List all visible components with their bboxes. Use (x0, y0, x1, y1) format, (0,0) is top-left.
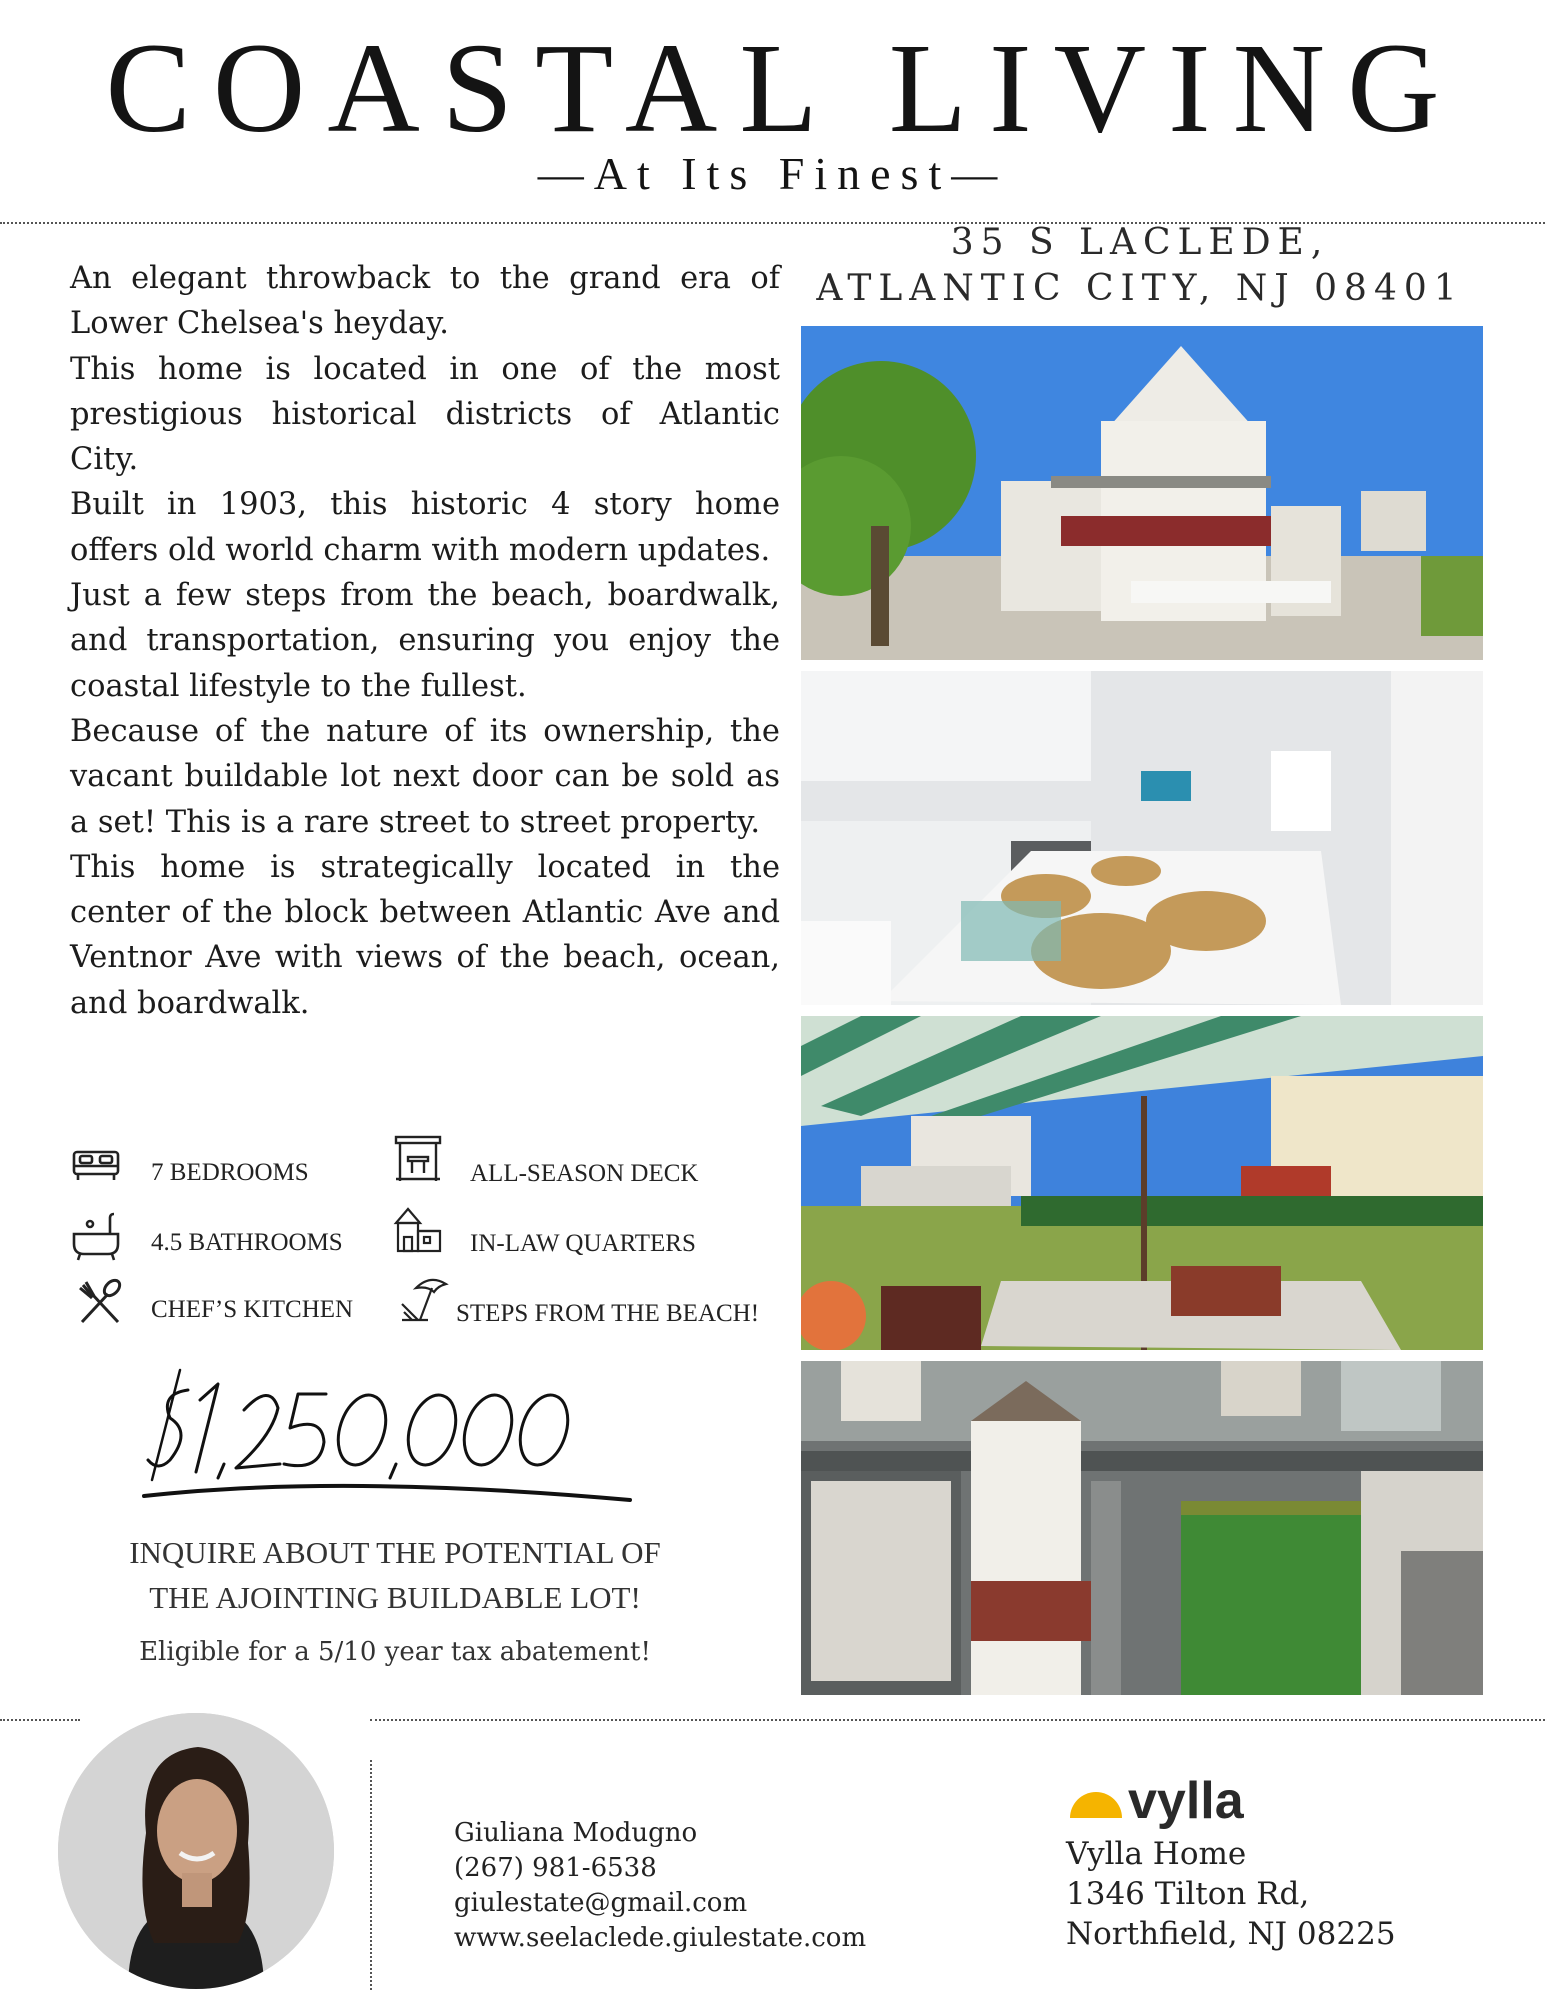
utensils-icon (74, 1276, 126, 1328)
page-title: COASTAL LIVING (105, 17, 1462, 159)
description-paragraph: This home is strategically located in the center of the block between Atlantic Ave and Ventnor Ave with views of the beach, ocean, and boardwalk. (70, 849, 780, 1021)
feature-kitchen: CHEF’S KITCHEN (151, 1296, 354, 1323)
brokerage-name: Vylla Home (1066, 1836, 1247, 1872)
address-line-2: ATLANTIC CITY, NJ 08401 (816, 268, 1464, 309)
footer-divider-right (370, 1719, 1545, 1721)
beach-umbrella-icon (398, 1274, 450, 1326)
tax-abatement-note: Eligible for a 5/10 year tax abatement! (139, 1637, 651, 1667)
footer-divider-left (0, 1719, 80, 1721)
bathtub-icon (70, 1210, 122, 1262)
brokerage-info (1066, 1834, 1486, 1954)
vylla-logo (1070, 1772, 1270, 1832)
description-paragraph: This home is located in one of the most prestigious historical districts of Atlantic City. (70, 351, 780, 478)
feature-in-law: IN-LAW QUARTERS (470, 1230, 696, 1257)
property-description (70, 256, 780, 1026)
brokerage-street: 1346 Tilton Rd, (1066, 1876, 1310, 1912)
address-line-1: 35 S LACLEDE, (950, 222, 1330, 263)
deck-icon (392, 1133, 444, 1185)
inquire-callout (70, 1530, 720, 1620)
inquire-line-1: INQUIRE ABOUT THE POTENTIAL OF (129, 1535, 661, 1570)
logo-sun-icon (1070, 1792, 1122, 1818)
feature-bedrooms: 7 BEDROOMS (151, 1159, 309, 1186)
aerial-photo (801, 1361, 1483, 1695)
agent-avatar (58, 1713, 334, 1989)
agent-website: www.seelaclede.giulestate.com (454, 1923, 867, 1953)
logo-wordmark: vylla (1128, 1772, 1244, 1830)
feature-bathrooms: 4.5 BATHROOMS (151, 1229, 343, 1256)
house-icon (392, 1203, 444, 1255)
description-paragraph: Just a few steps from the beach, boardwalk, and transportation, ensuring you enjoy the coastal lifestyle to the fullest. (70, 578, 780, 704)
description-paragraph: An elegant throwback to the grand era of Lower Chelsea's heyday. (70, 261, 780, 342)
page-subtitle: —At Its Finest— (537, 148, 1008, 199)
property-address (800, 220, 1480, 312)
agent-phone: (267) 981-6538 (454, 1853, 657, 1883)
description-paragraph: Because of the nature of its ownership, the vacant buildable lot next door can be sold as a set! This is a rare street to street property. (70, 713, 780, 840)
agent-email: giulestate@gmail.com (454, 1888, 748, 1918)
kitchen-photo (801, 671, 1483, 1005)
backyard-photo (801, 1016, 1483, 1350)
bed-icon (70, 1138, 122, 1190)
feature-deck: ALL-SEASON DECK (470, 1160, 699, 1187)
inquire-line-2: THE AJOINTING BUILDABLE LOT! (149, 1580, 641, 1615)
brokerage-city: Northfield, NJ 08225 (1066, 1916, 1396, 1952)
description-paragraph: Built in 1903, this historic 4 story home offers old world charm with modern updates. (70, 487, 780, 568)
agent-contact (454, 1816, 894, 1956)
exterior-photo (801, 326, 1483, 660)
feature-beach: STEPS FROM THE BEACH! (456, 1300, 760, 1327)
footer-vertical-divider (370, 1760, 372, 1990)
price-script (140, 1360, 680, 1510)
agent-name: Giuliana Modugno (454, 1818, 698, 1848)
